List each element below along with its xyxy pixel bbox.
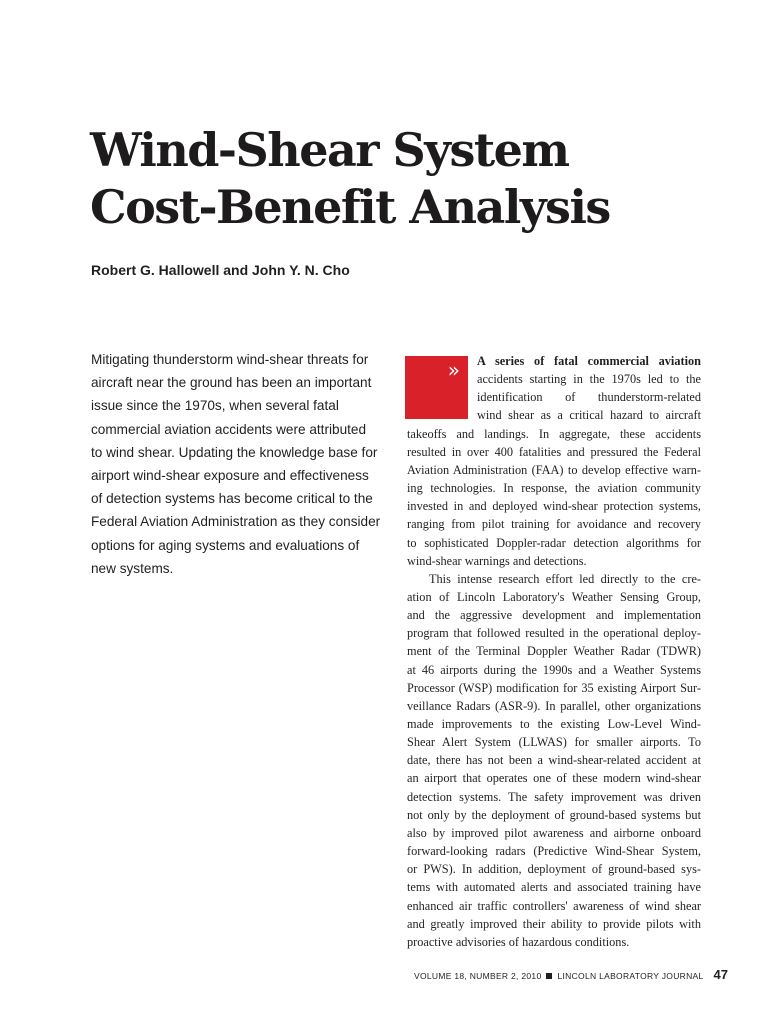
body-line: wind shear as a critical hazard to aircraft <box>477 408 701 423</box>
body-line: resulted in over 400 fatalities and pressured the Federal <box>407 444 701 459</box>
section-marker <box>405 356 468 419</box>
body-line: ing technologies. In response, the aviation community <box>407 481 701 496</box>
abstract-line: to wind shear. Updating the knowledge base for <box>91 444 378 460</box>
body-line: not only by the deployment of ground-based systems but <box>407 807 701 822</box>
body-line: ment of the Terminal Doppler Weather Radar (TDWR) <box>407 644 701 659</box>
body-line: ation of Lincoln Laboratory's Weather Sensing Group, <box>407 589 701 604</box>
abstract-line: commercial aviation accidents were attributed <box>91 421 367 437</box>
page-number: 47 <box>713 967 728 982</box>
abstract-line: issue since the 1970s, when several fatal <box>91 398 339 414</box>
body-line: veillance Radars (ASR-9). In parallel, other organizations <box>407 698 701 713</box>
square-bullet-icon <box>546 973 552 979</box>
double-chevron-right-icon: » <box>447 358 460 382</box>
abstract-line: new systems. <box>91 560 174 576</box>
body-line: or PWS). In addition, deployment of ground-based sys- <box>407 862 701 877</box>
title-line: Cost-Benefit Analysis <box>90 180 610 234</box>
body-line: enhanced air traffic controllers' awareness of wind shear <box>407 898 701 913</box>
abstract-line: aircraft near the ground has been an important <box>91 375 372 391</box>
abstract-line: Mitigating thunderstorm wind-shear threats for <box>91 352 369 367</box>
abstract <box>91 348 391 580</box>
body-line: accidents starting in the 1970s led to the <box>477 372 701 387</box>
body-line: at 46 airports during the 1990s and a Weather Systems <box>407 662 701 677</box>
body-line: made improvements to the existing Low-Level Wind- <box>407 717 701 731</box>
body-line: tems with automated alerts and associated training have <box>407 880 701 895</box>
body-line: date, there has not been a wind-shear-related accident at <box>407 753 701 768</box>
abstract-line: options for aging systems and evaluations of <box>91 537 360 553</box>
body-line: invested in and deployed wind-shear protection systems, <box>407 499 701 514</box>
body-line: This intense research effort led directly to the cre- <box>429 571 701 586</box>
body-line: ranging from pilot training for avoidance and recovery <box>407 517 701 532</box>
body-line: Aviation Administration (FAA) to develop effective warn- <box>407 462 701 477</box>
body-line: and the aggressive development and implementation <box>407 608 701 623</box>
abstract-line: Federal Aviation Administration as they consider <box>91 514 381 530</box>
body-line: Processor (WSP) modification for 35 existing Airport Sur- <box>407 680 701 695</box>
body-line: an airport that operates one of these modern wind-shear <box>407 771 701 786</box>
body-line: forward-looking radars (Predictive Wind-Shear System, <box>407 844 701 859</box>
body-line: to sophisticated Doppler-radar detection algorithms for <box>407 535 701 550</box>
article-title <box>90 122 610 236</box>
body-line: also by improved pilot awareness and airborne onboard <box>407 825 701 840</box>
footer-journal: LINCOLN LABORATORY JOURNAL <box>557 971 704 981</box>
abstract-line: airport wind-shear exposure and effectiveness <box>91 468 369 484</box>
title-line: Wind-Shear System <box>90 123 569 177</box>
body-line: identification of thunderstorm-related <box>477 390 701 405</box>
body-line: takeoffs and landings. In aggregate, these accidents <box>407 426 701 441</box>
authors-byline: Robert G. Hallowell and John Y. N. Cho <box>91 262 350 278</box>
page-footer <box>414 967 728 982</box>
body-line: wind-shear warnings and detections. <box>407 553 587 568</box>
body-line: Shear Alert System (LLWAS) for smaller airports. To <box>407 735 701 750</box>
body-line: proactive advisories of hazardous conditions. <box>407 934 630 949</box>
footer-volume: VOLUME 18, NUMBER 2, 2010 <box>413 971 542 981</box>
body-line: program that followed resulted in the operational deploy- <box>407 626 701 641</box>
body-line: and greatly improved their ability to provide pilots with <box>407 916 701 931</box>
body-line: A series of fatal commercial aviation <box>477 354 701 368</box>
body-line: detection systems. The safety improvement was driven <box>407 789 701 804</box>
abstract-line: of detection systems has become critical to the <box>91 491 373 507</box>
